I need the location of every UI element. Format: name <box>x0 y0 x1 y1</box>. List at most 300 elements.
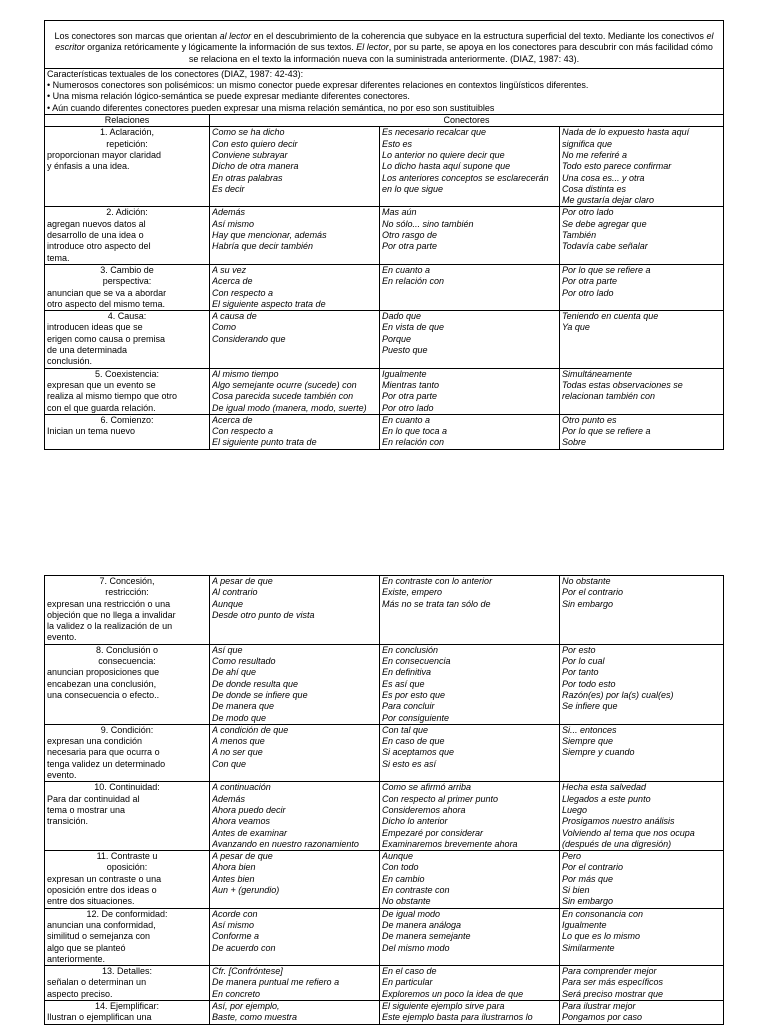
relation-row <box>45 414 724 449</box>
connector-item: Simultáneamente <box>562 368 633 379</box>
connector-item: Como se afirmó arriba <box>382 782 472 793</box>
connector-item: Todas estas observaciones se <box>562 379 683 390</box>
connector-item: Para ilustrar mejor <box>562 1000 636 1011</box>
connector-item: Se debe agregar que <box>562 218 647 229</box>
connector-item: No sólo... sino también <box>382 218 474 229</box>
connector-item: Todo esto parece confirmar <box>562 161 672 172</box>
connector-item: Aunque <box>382 851 414 862</box>
relation-cell <box>45 576 210 645</box>
connector-item: Así mismo <box>212 218 255 229</box>
connector-item: En cambio <box>382 873 425 884</box>
relation-description: expresan que un evento se <box>47 379 156 390</box>
intro-text: en el descubrimiento de la coherencia que subyace en la estructura superficial del texto. Mediante los conectivos <box>253 31 704 41</box>
connector-cell <box>210 368 380 414</box>
relation-cell <box>45 207 210 264</box>
connector-item: A no ser que <box>212 747 263 758</box>
connector-item: Aun + (gerundio) <box>212 885 280 896</box>
connector-item: Ya que <box>562 322 590 333</box>
relation-description: evento. <box>47 770 77 781</box>
connector-item: Los anteriores conceptos se esclarecerán <box>382 172 549 183</box>
relation-cell <box>45 782 210 851</box>
connectors-table-bottom <box>44 575 724 1025</box>
header-relaciones: Relaciones <box>45 115 210 127</box>
relation-description: con el que guarda relación. <box>47 402 156 413</box>
connector-item: Igualmente <box>562 919 607 930</box>
connector-item: En concreto <box>212 988 261 999</box>
relation-title: 1. Aclaración, <box>99 127 155 138</box>
connector-item: Si aceptamos que <box>382 747 455 758</box>
relation-title: 8. Conclusión o <box>95 644 159 655</box>
relation-title: 6. Comienzo: <box>100 414 154 425</box>
intro-emphasis: El lector <box>356 42 389 53</box>
connector-cell <box>380 851 560 908</box>
connector-item: De manera puntual me refiero a <box>212 977 340 988</box>
connector-item: Ahora puedo decir <box>212 804 286 815</box>
relation-row <box>45 1000 724 1024</box>
relation-cell <box>45 127 210 207</box>
connector-cell <box>560 368 724 414</box>
connector-item: En contraste con lo anterior <box>382 576 493 586</box>
relation-title: 14. Ejemplificar: <box>94 1000 160 1011</box>
characteristics-item: • Aún cuando diferentes conectores pueden expresar una misma relación semántica, no por eso son sustituibles <box>47 102 495 113</box>
relation-description: evento. <box>47 632 77 643</box>
relation-title: 11. Contraste u <box>96 851 158 862</box>
connector-item: Por el contrario <box>562 587 624 598</box>
connector-cell <box>380 311 560 368</box>
connector-item: Por el contrario <box>562 862 624 873</box>
connector-item: Antes de examinar <box>212 827 288 838</box>
connector-item: Es decir <box>212 183 245 194</box>
connector-cell <box>210 644 380 724</box>
connector-item: Es por esto que <box>382 689 446 700</box>
connector-cell <box>380 127 560 207</box>
relation-description: tema. <box>47 252 70 263</box>
connector-item: De igual modo (manera, modo, suerte) <box>212 402 367 413</box>
intro-paragraph <box>45 21 724 69</box>
connector-cell <box>380 368 560 414</box>
relation-description: realiza al mismo tiempo que otro <box>47 391 178 402</box>
connector-item: En cuanto a <box>382 414 431 425</box>
relation-row <box>45 724 724 781</box>
relation-description: desarrollo de una idea o <box>47 230 144 241</box>
connector-item: Considerando que <box>212 333 286 344</box>
relation-cell <box>45 311 210 368</box>
connector-item: No obstante <box>382 896 431 907</box>
connector-item: Así que <box>212 644 243 655</box>
connector-item: Mas aún <box>382 207 417 218</box>
connector-item: En consecuencia <box>382 656 451 667</box>
relation-description: una consecuencia o efecto.. <box>47 689 160 700</box>
connector-item: Si... entonces <box>562 724 617 735</box>
relation-description: necesaria para que ocurra o <box>47 747 160 758</box>
connectors-table-top <box>44 20 724 450</box>
connector-item: En definitiva <box>382 667 432 678</box>
relation-cell <box>45 1000 210 1024</box>
connector-item: De acuerdo con <box>212 942 276 953</box>
connector-item: Lo que es lo mismo <box>562 931 641 942</box>
connector-cell <box>380 966 560 1001</box>
connector-item: Se infiere que <box>562 701 618 712</box>
connector-cell <box>560 127 724 207</box>
connector-item: Por lo que se refiere a <box>562 264 651 275</box>
connector-cell <box>560 966 724 1001</box>
connector-cell <box>560 1000 724 1024</box>
connector-item: En consonancia con <box>562 908 644 919</box>
connector-item: Exploremos un poco la idea de que <box>382 988 524 999</box>
connector-item: Baste, como muestra <box>212 1012 298 1023</box>
relation-row <box>45 966 724 1001</box>
relation-description: conclusión. <box>47 356 93 367</box>
relation-description: aspecto preciso. <box>47 988 113 999</box>
relation-description: introduce otro aspecto del <box>47 241 151 252</box>
relation-description: encabezan una conclusión, <box>47 678 157 689</box>
connector-cell <box>380 724 560 781</box>
connector-item: Lo anterior no quiere decir que <box>382 149 505 160</box>
characteristics-row <box>45 68 724 114</box>
relation-row <box>45 127 724 207</box>
connector-cell <box>210 851 380 908</box>
characteristics-item: • Numerosos conectores son polisémicos: un mismo conector puede expresar diferentes relaciones en contextos lingüísticos diferentes. <box>47 80 589 91</box>
connector-item: Todavía cabe señalar <box>562 241 648 252</box>
connector-item: Habría que decir también <box>212 241 314 252</box>
relation-description: Ilustran o ejemplifican una <box>47 1012 152 1023</box>
connector-item: El siguiente ejemplo sirve para <box>382 1000 505 1011</box>
characteristics-title: Características textuales de los conectores (DIAZ, 1987: 42-43): <box>47 68 304 79</box>
connector-item: Hay que mencionar, además <box>212 230 327 241</box>
connector-item: Como <box>212 322 237 333</box>
connector-item: De manera análoga <box>382 919 462 930</box>
connector-item: Cosa distinta es <box>562 183 627 194</box>
connector-item: El siguiente aspecto trata de <box>212 298 326 309</box>
connector-item: De igual modo <box>382 908 441 919</box>
connector-cell <box>560 724 724 781</box>
connector-item: Como se ha dicho <box>212 127 285 138</box>
relation-description: objeción que no llega a invalidar <box>47 609 176 620</box>
relation-description: expresan un contraste o una <box>47 873 162 884</box>
connector-item: Teniendo en cuenta que <box>562 311 659 322</box>
relation-description: anteriormente. <box>47 953 106 964</box>
relation-cell <box>45 644 210 724</box>
connector-item: Llegados a este punto <box>562 793 651 804</box>
relation-title: consecuencia: <box>98 656 156 667</box>
connector-item: Empezaré por considerar <box>382 827 484 838</box>
connector-item: Pero <box>562 851 582 862</box>
intro-emphasis: al lector <box>219 31 252 41</box>
connector-item: Otro punto es <box>562 414 617 425</box>
connector-item: Por otra parte <box>562 276 618 287</box>
connector-item: Este ejemplo basta para ilustrarnos lo <box>382 1012 533 1023</box>
connector-item: En otras palabras <box>212 172 283 183</box>
connector-cell <box>210 782 380 851</box>
relation-description: señalan o determinan un <box>47 977 147 988</box>
relation-description: la validez o la realización de un <box>47 621 173 632</box>
connector-item: Por más que <box>562 873 614 884</box>
relation-description: agregan nuevos datos al <box>47 218 146 229</box>
connector-item: Con respecto a <box>212 287 274 298</box>
relation-cell <box>45 414 210 449</box>
connector-cell <box>210 264 380 310</box>
connector-item: Para concluir <box>382 701 435 712</box>
relation-description: anuncian que se va a abordar <box>47 287 167 298</box>
connector-item: Si bien <box>562 885 590 896</box>
relation-title: 13. Detalles: <box>101 966 153 977</box>
connector-cell <box>560 576 724 645</box>
connector-item: A causa de <box>212 311 257 322</box>
connector-item: Sobre <box>562 437 587 448</box>
connector-item: Como resultado <box>212 656 276 667</box>
connector-item: Por otro lado <box>382 402 434 413</box>
relation-row <box>45 207 724 264</box>
relation-description: tenga validez un determinado <box>47 758 166 769</box>
connector-cell <box>210 1000 380 1024</box>
connector-item: A menos que <box>212 736 265 747</box>
relation-title: 4. Causa: <box>107 311 147 322</box>
relation-title: repetición: <box>106 138 148 149</box>
connector-cell <box>560 782 724 851</box>
connector-item: A pesar de que <box>212 851 273 862</box>
relation-title: restricción: <box>105 587 149 598</box>
connector-cell <box>560 644 724 724</box>
connector-cell <box>380 1000 560 1024</box>
connector-item: Siempre y cuando <box>562 747 635 758</box>
connector-item: En vista de que <box>382 322 445 333</box>
connector-item: De modo que <box>212 712 267 723</box>
relation-cell <box>45 724 210 781</box>
connector-cell <box>380 264 560 310</box>
connector-item: Con respecto a <box>212 426 274 437</box>
connector-item: Puesto que <box>382 345 428 356</box>
connector-item: relacionan también con <box>562 391 656 402</box>
connector-cell <box>380 576 560 645</box>
relation-row <box>45 311 724 368</box>
connector-item: Así, por ejemplo, <box>212 1000 280 1011</box>
intro-emphasis: el escritor <box>55 31 714 53</box>
relation-row <box>45 368 724 414</box>
connector-item: Algo semejante ocurre (sucede) con <box>212 379 357 390</box>
connector-item: De donde se infiere que <box>212 689 308 700</box>
connector-item: A condición de que <box>212 724 289 735</box>
relation-description: Para dar continuidad al <box>47 793 140 804</box>
connector-item: Conforme a <box>212 931 260 942</box>
relation-row <box>45 851 724 908</box>
relation-title: 3. Cambio de <box>100 264 154 275</box>
connector-cell <box>380 207 560 264</box>
relation-row <box>45 644 724 724</box>
characteristics-item: • Una misma relación lógico-semántica se puede expresar mediante diferentes conectores. <box>47 91 410 102</box>
relation-cell <box>45 851 210 908</box>
connector-item: Por tanto <box>562 667 599 678</box>
relation-title: 7. Concesión, <box>99 576 155 586</box>
connector-item: Esto es <box>382 138 413 149</box>
connector-item: El siguiente punto trata de <box>212 437 317 448</box>
connector-cell <box>380 782 560 851</box>
connector-item: De manera que <box>212 701 275 712</box>
connector-item: Consideremos ahora <box>382 804 466 815</box>
connector-cell <box>210 414 380 449</box>
connector-item: Similarmente <box>562 942 615 953</box>
connector-item: (después de una digresión) <box>562 838 672 849</box>
connector-item: Acerca de <box>212 276 253 287</box>
connector-item: Es así que <box>382 678 425 689</box>
connector-item: Lo dicho hasta aquí supone que <box>382 161 511 172</box>
connector-item: Otro rasgo de <box>382 230 438 241</box>
connector-item: Por otro lado <box>562 207 614 218</box>
bottom-rows <box>45 576 724 1025</box>
header-conectores: Conectores <box>210 115 724 127</box>
relation-title: perspectiva: <box>102 276 152 287</box>
connector-cell <box>380 908 560 965</box>
connector-item: En particular <box>382 977 433 988</box>
connector-cell <box>210 724 380 781</box>
relation-description: oposición entre dos ideas o <box>47 885 157 896</box>
relation-title: 2. Adición: <box>106 207 148 218</box>
connector-item: Por otro lado <box>562 287 614 298</box>
connector-item: Por lo que se refiere a <box>562 426 651 437</box>
relation-description: expresan una restricción o una <box>47 598 171 609</box>
connector-cell <box>560 414 724 449</box>
connector-item: En lo que toca a <box>382 426 448 437</box>
connector-item: Me gustaría dejar claro <box>562 195 655 206</box>
header-row <box>45 115 724 127</box>
connector-item: Volviendo al tema que nos ocupa <box>562 827 695 838</box>
relation-cell <box>45 368 210 414</box>
connector-item: Acorde con <box>212 908 258 919</box>
connector-item: Será preciso mostrar que <box>562 988 664 999</box>
connector-item: Existe, empero <box>382 587 443 598</box>
relation-description: erigen como causa o premisa <box>47 333 166 344</box>
connector-item: Mientras tanto <box>382 379 440 390</box>
characteristics-block <box>45 68 724 114</box>
connector-item: Ahora bien <box>212 862 256 873</box>
connector-item: Para comprender mejor <box>562 966 657 977</box>
connector-item: Dicho lo anterior <box>382 816 448 827</box>
connector-item: En el caso de <box>382 966 437 977</box>
connector-item: Prosigamos nuestro análisis <box>562 816 675 827</box>
connector-item: Para ser más específicos <box>562 977 664 988</box>
connector-item: Así mismo <box>212 919 255 930</box>
connector-item: Cosa parecida sucede también con <box>212 391 354 402</box>
connector-item: Sin embargo <box>562 598 614 609</box>
relation-description: introducen ideas que se <box>47 322 143 333</box>
connector-cell <box>210 576 380 645</box>
connector-item: Además <box>212 207 246 218</box>
connector-item: Por otra parte <box>382 241 438 252</box>
relation-description: entre dos situaciones. <box>47 896 135 907</box>
relation-description: Inician un tema nuevo <box>47 426 136 437</box>
relation-description: de una determinada <box>47 345 128 356</box>
relation-description: tema o mostrar una <box>47 804 126 815</box>
relation-title: 10. Continuidad: <box>94 782 160 793</box>
connector-item: Con que <box>212 758 247 769</box>
relation-title: 5. Coexistencia: <box>94 368 160 379</box>
connector-item: Por otra parte <box>382 391 438 402</box>
relation-description: anuncian proposiciones que <box>47 667 160 678</box>
relation-description: y énfasis a una idea. <box>47 161 130 172</box>
connector-item: Acerca de <box>212 414 253 425</box>
connector-item: Dado que <box>382 311 422 322</box>
connector-cell <box>560 311 724 368</box>
relation-row <box>45 908 724 965</box>
connector-cell <box>210 207 380 264</box>
connector-item: No me referiré a <box>562 149 628 160</box>
connector-item: Por esto <box>562 644 596 655</box>
relation-description: transición. <box>47 816 89 827</box>
connector-item: Pongamos por caso <box>562 1012 643 1023</box>
connector-item: Por lo cual <box>562 656 605 667</box>
connector-cell <box>560 851 724 908</box>
relation-row <box>45 576 724 645</box>
connector-item: En cuanto a <box>382 264 431 275</box>
connector-item: Examinaremos brevemente ahora <box>382 838 518 849</box>
connector-item: Conviene subrayar <box>212 149 288 160</box>
top-rows <box>45 127 724 449</box>
relation-cell <box>45 908 210 965</box>
connector-item: Por consiguiente <box>382 712 450 723</box>
connector-item: Es necesario recalcar que <box>382 127 487 138</box>
connector-cell <box>210 966 380 1001</box>
connector-item: Desde otro punto de vista <box>212 609 315 620</box>
connector-item: Por todo esto <box>562 678 616 689</box>
connector-cell <box>380 644 560 724</box>
relation-cell <box>45 966 210 1001</box>
connector-item: En caso de que <box>382 736 445 747</box>
connector-item: De ahí que <box>212 667 257 678</box>
intro-text: , por su parte, se apoya en los conectores para descubrir con más facilidad cómo se relaciona en el texto la información nueva con la suministrada anteriormente. (DIAZ, 1987: 43). <box>188 42 713 64</box>
connector-cell <box>380 414 560 449</box>
connector-cell <box>210 311 380 368</box>
connector-item: De manera semejante <box>382 931 471 942</box>
connector-item: Del mismo modo <box>382 942 450 953</box>
connector-item: Con todo <box>382 862 419 873</box>
connector-cell <box>210 127 380 207</box>
connector-cell <box>560 908 724 965</box>
intro-row <box>45 21 724 69</box>
connector-cell <box>560 207 724 264</box>
connector-item: Luego <box>562 804 588 815</box>
relation-description: otro aspecto del mismo tema. <box>47 298 166 309</box>
connector-cell <box>560 264 724 310</box>
connector-item: Razón(es) por la(s) cual(es) <box>562 689 674 700</box>
connector-item: Avanzando en nuestro razonamiento <box>212 838 359 849</box>
connector-item: Igualmente <box>382 368 427 379</box>
connector-item: De donde resulta que <box>212 678 299 689</box>
relation-row <box>45 782 724 851</box>
connector-item: Con esto quiero decir <box>212 138 298 149</box>
relation-description: expresan una condición <box>47 736 143 747</box>
connector-item: Ahora veamos <box>212 816 271 827</box>
connector-item: Al mismo tiempo <box>212 368 279 379</box>
connector-item: Al contrario <box>212 587 258 598</box>
intro-text: organiza retóricamente y lógicamente la información de sus textos. <box>87 42 354 53</box>
connector-item: Además <box>212 793 246 804</box>
intro-text: Los conectores son marcas que orientan <box>54 31 218 41</box>
connector-item: en lo que sigue <box>382 183 444 194</box>
connector-item: A pesar de que <box>212 576 273 586</box>
relation-title: 9. Condición: <box>100 724 154 735</box>
connector-item: significa que <box>562 138 613 149</box>
connector-item: A su vez <box>212 264 247 275</box>
relation-description: anuncian una conformidad, <box>47 919 156 930</box>
connector-item: Porque <box>382 333 412 344</box>
relation-cell <box>45 264 210 310</box>
connector-item: Si esto es así <box>382 758 437 769</box>
connector-item: Con tal que <box>382 724 429 735</box>
connector-item: Con respecto al primer punto <box>382 793 499 804</box>
connector-item: En conclusión <box>382 644 439 655</box>
connector-item: En contraste con <box>382 885 450 896</box>
relation-title: oposición: <box>106 862 148 873</box>
connector-item: También <box>562 230 597 241</box>
